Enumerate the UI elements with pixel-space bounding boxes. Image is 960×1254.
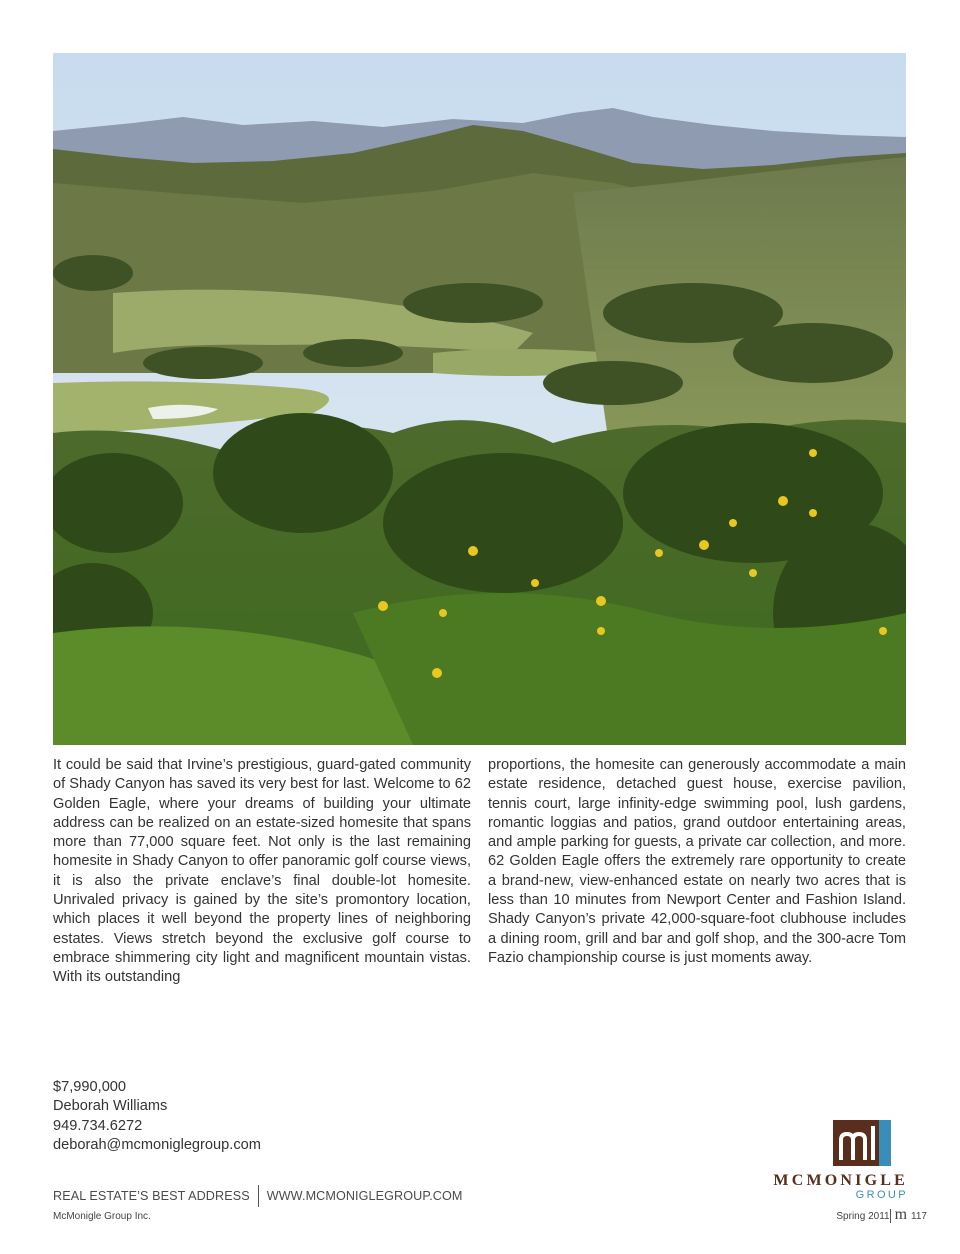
issue-divider (890, 1209, 891, 1223)
article-column-2: proportions, the homesite can generously accommodate a main estate residence, detached guest house, exercise pavilion, tennis court, large infinity-edge swimming pool, lush gardens, romantic loggias and patios, grand outdoor entertaining areas, and ample parking for guests, a private car collection, and more. 62 Golden Eagle offers the extremely rare opportunity to create a brand-new, view-enhanced estate on nearly two acres that is less than 10 minutes from Newport Center and Fashion Island. Shady Canyon’s private 42,000-square-foot clubhouse includes a dining room, grill and bar and golf shop, and the 300-acre Tom Fazio championship course is just moments away. (488, 757, 906, 966)
footer-page-info (836, 1207, 927, 1225)
logo-group-text: GROUP (855, 1189, 908, 1201)
article-column-1: It could be said that Irvine’s prestigious, guard-gated community of Shady Canyon has saved its very best for last. Welcome to 62 Golden Eagle, where your dreams of building your ultimate address can be realized on an estate-sized homesite that spans more than 77,000 square feet. Not only is the last remaining homesite in Shady Canyon to offer panoramic golf course views, it is also the private enclave’s final double-lot homesite. Unrivaled privacy is gained by the site’s promontory location, which places it well beyond the property lines of neighboring estates. Views stretch beyond the exclusive golf course to embrace shimmering city light and magnificent mountain vistas. With its outstanding (53, 757, 471, 986)
agent-email: deborah@mcmoniglegroup.com (53, 1137, 261, 1154)
tagline-divider (258, 1185, 259, 1207)
logo-mark-icon (833, 1120, 893, 1168)
footer-tagline (53, 1185, 462, 1207)
article-body (53, 756, 906, 988)
listing-price: $7,990,000 (53, 1079, 127, 1095)
website-link[interactable]: WWW.MCMONIGLEGROUP.COM (266, 1189, 463, 1203)
agent-name: Deborah Williams (53, 1098, 168, 1115)
magazine-m-mark: m (894, 1206, 908, 1223)
page-number: 117 (911, 1210, 927, 1222)
listing-contact-block (53, 1078, 261, 1156)
footer-company: McMonigle Group Inc. (53, 1211, 151, 1222)
logo-wordmark: MCMONIGLE (773, 1172, 908, 1189)
landscape-photo (53, 53, 906, 745)
mcmonigle-logo (752, 1118, 912, 1204)
agent-phone: 949.734.6272 (53, 1117, 143, 1134)
tagline-text: REAL ESTATE’S BEST ADDRESS (53, 1189, 250, 1203)
issue-label: Spring 2011 (836, 1210, 890, 1222)
hero-landscape-image (53, 53, 906, 745)
